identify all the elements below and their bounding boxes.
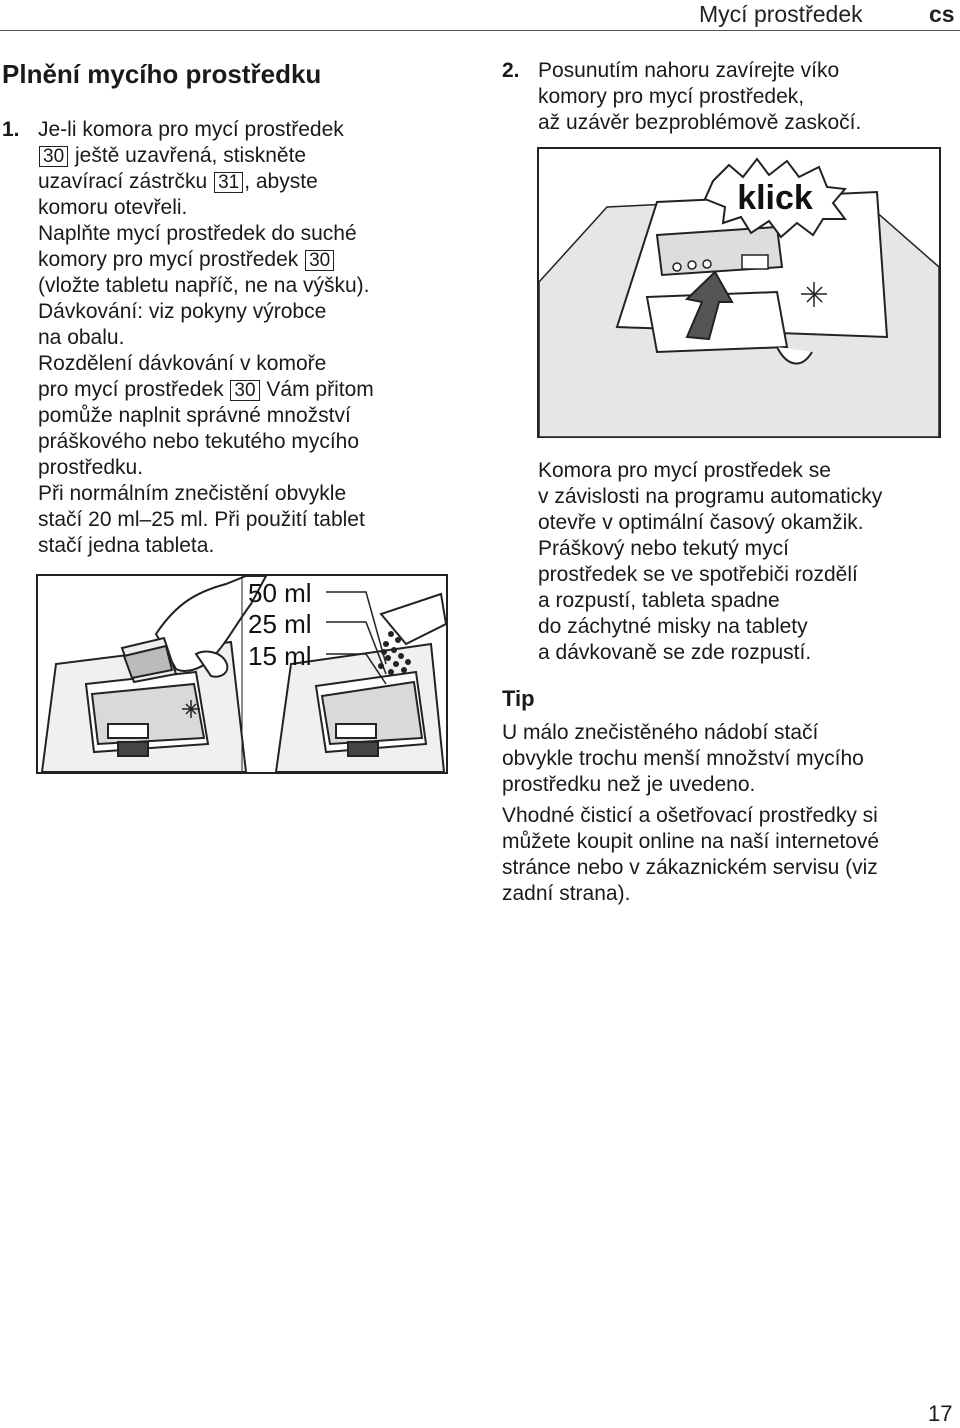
text-line: stačí jedna tableta.	[38, 534, 215, 557]
text-line: obvykle trochu menší množství mycího	[502, 747, 864, 770]
text-line: a dávkovaně se zde rozpustí.	[538, 641, 812, 664]
header-rule	[0, 30, 960, 31]
text-line: a rozpustí, tableta spadne	[538, 589, 780, 612]
text-line: na obalu.	[38, 326, 125, 349]
text-line: komoru otevřeli.	[38, 196, 188, 219]
tip-paragraph-1	[502, 720, 864, 798]
text-line: prostředku než je uvedeno.	[502, 773, 756, 796]
klick-label: klick	[737, 179, 813, 217]
text-line: otevře v optimální časový okamžik.	[538, 511, 864, 534]
text-line: Komora pro mycí prostředek se	[538, 459, 831, 482]
tip-paragraph-2	[502, 803, 879, 907]
lid-closing-illustration	[537, 147, 941, 438]
text-line: Posunutím nahoru zavírejte víko	[538, 59, 840, 82]
text-line: práškového nebo tekutého mycího	[38, 430, 360, 453]
text-line: Práškový nebo tekutý mycí	[538, 537, 789, 560]
text-line: prostředku.	[38, 456, 144, 479]
text-line: U málo znečistěného nádobí stačí	[502, 721, 819, 744]
step-1-text	[38, 117, 374, 559]
section-header: Mycí prostředek	[699, 1, 863, 27]
text-line: Při normálním znečistění obvykle	[38, 482, 347, 505]
text-line: Dávkování: viz pokyny výrobce	[38, 300, 327, 323]
ref-30: 30	[230, 380, 259, 401]
text-line: stačí 20 ml–25 ml. Při použití tablet	[38, 508, 365, 531]
text-line: můžete koupit online na naší internetové	[502, 830, 880, 853]
text-line: komory pro mycí prostředek 30	[38, 247, 374, 273]
text-line: do záchytné misky na tablety	[538, 615, 808, 638]
text-line: Vhodné čisticí a ošetřovací prostředky si	[502, 804, 878, 827]
text-line: až uzávěr bezproblémově zaskočí.	[538, 111, 862, 134]
text-line: stránce nebo v zákaznickém servisu (viz	[502, 856, 878, 879]
fill-label-25: 25 ml	[248, 609, 312, 639]
text-line: prostředek se ve spotřebiči rozdělí	[538, 563, 858, 586]
language-code: cs	[929, 1, 955, 27]
ref-30: 30	[305, 250, 334, 271]
text-line: Naplňte mycí prostředek do suché	[38, 222, 357, 245]
text-line: pomůže naplnit správné množství	[38, 404, 351, 427]
step-1-number: 1.	[2, 118, 20, 141]
fill-label-15: 15 ml	[248, 641, 312, 671]
dispenser-description	[538, 458, 882, 666]
text-line: pro mycí prostředek 30 Vám přitom	[38, 378, 374, 401]
page-title: Plnění mycího prostředku	[2, 59, 322, 89]
fill-label-50: 50 ml	[248, 578, 312, 608]
ref-31: 31	[214, 172, 243, 193]
tip-heading: Tip	[502, 686, 535, 711]
text-line: uzavírací zástrčku 31 , abyste	[38, 170, 318, 193]
ref-30: 30	[39, 146, 68, 167]
text-line: Rozdělení dávkování v komoře	[38, 352, 327, 375]
step-2-number: 2.	[502, 59, 520, 82]
dosing-illustration	[36, 574, 448, 774]
text-line: komory pro mycí prostředek,	[538, 85, 805, 108]
text-line: Je-li komora pro mycí prostředek	[38, 118, 344, 141]
text-line: zadní strana).	[502, 882, 631, 905]
step-2-text	[538, 58, 861, 136]
text-line: (vložte tabletu napříč, ne na výšku).	[38, 274, 370, 297]
page-number: 17	[928, 1401, 953, 1426]
text-line: 30 ještě uzavřená, stiskněte	[38, 143, 374, 169]
text-line: v závislosti na programu automaticky	[538, 485, 883, 508]
